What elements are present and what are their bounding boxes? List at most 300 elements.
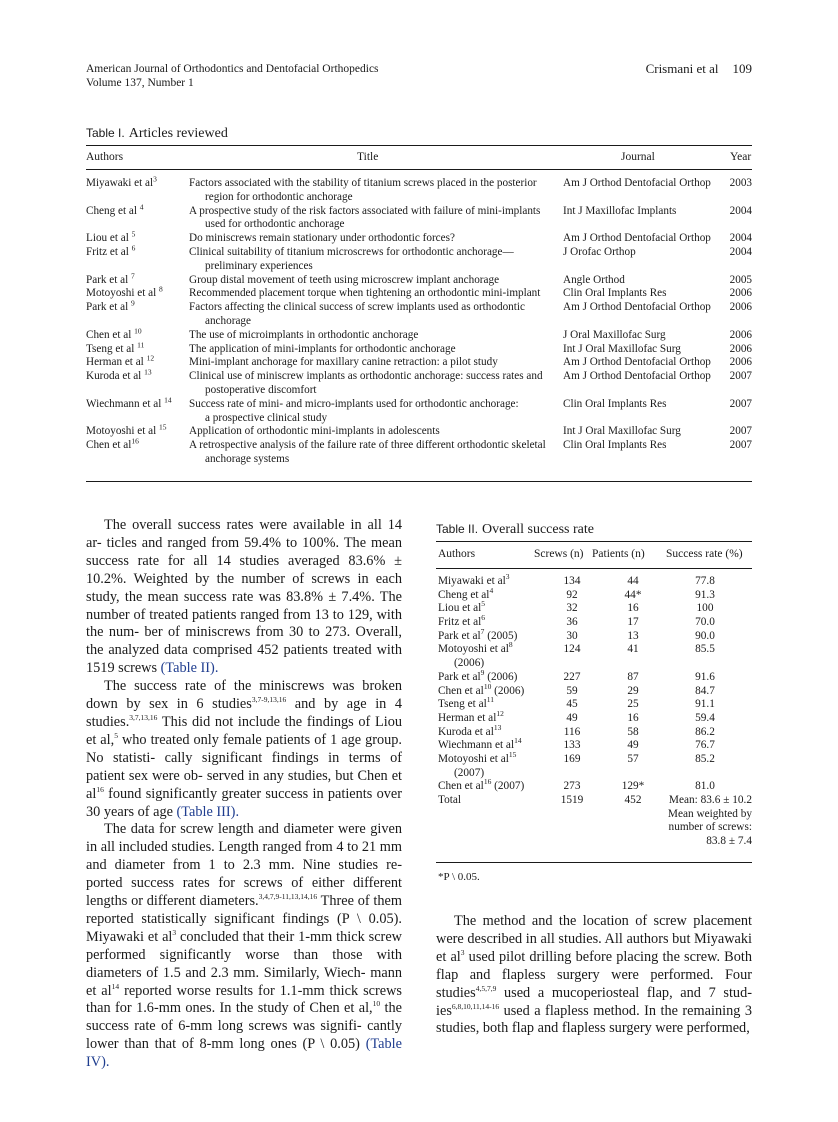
citation: 3: [460, 948, 465, 958]
text-span: in all included studies. Length ranged from 4 to 21: [86, 839, 377, 856]
table2-col-patients: Patients (n): [592, 548, 645, 560]
citation: 14: [111, 981, 120, 991]
patients-cell: 16: [627, 602, 639, 615]
citation: 13: [144, 367, 152, 377]
text-span: The success rate of the miniscrews was broken down: [86, 678, 402, 713]
journal-cell: J Oral Maxillofac Surg: [563, 328, 666, 341]
author-cell: [438, 736, 538, 753]
citation: 14: [164, 395, 172, 405]
citation: 9: [480, 668, 485, 678]
author-cell: [86, 339, 186, 357]
author-name: Wiechmann et al: [86, 397, 165, 410]
title-line: used for orthodontic anchorage: [205, 218, 345, 231]
success-cell: 84.7: [695, 684, 715, 697]
patients-cell: 17: [627, 616, 639, 629]
patients-cell: 29: [627, 684, 639, 697]
author-cell: [438, 722, 538, 740]
success-cell: 90.0: [695, 629, 715, 642]
table-row: [86, 298, 752, 329]
journal-cell: Clin Oral Implants Res: [563, 439, 667, 452]
author-name: Tseng et al: [438, 698, 487, 711]
author-cell: [86, 395, 186, 412]
screws-cell: 169: [563, 752, 581, 765]
author-name: Herman et al: [438, 711, 497, 724]
success-cell: 81.0: [695, 780, 715, 793]
table-row: [436, 640, 752, 670]
text-span: mm and diameter from 1 to 2.3 mm. Nine studies re-: [86, 839, 402, 874]
citation: 9: [131, 298, 135, 308]
title-cell: [189, 287, 551, 301]
text-span: concluded that their 1-mm: [176, 928, 333, 945]
table2-caption: [436, 522, 594, 538]
table1-header-rule: [86, 169, 752, 170]
citation: 7: [480, 626, 485, 636]
study-year: (2005): [484, 629, 518, 642]
title-line: preliminary experiences: [205, 259, 313, 272]
table-row: [86, 201, 752, 233]
running-author: Crismani et al: [645, 61, 719, 76]
author-cell: [86, 326, 186, 343]
table2-col-screws: Screws (n): [534, 548, 584, 560]
citation: 10: [483, 681, 492, 691]
text-span: reported worse results for 1.1-mm thick: [119, 982, 359, 999]
title-cell: [189, 329, 551, 343]
text-span: The data for screw length and diameter were given: [104, 821, 402, 838]
title-cell: [189, 274, 551, 288]
author-name: Cheng et al: [438, 588, 490, 601]
table1-col-title: Title: [357, 151, 379, 163]
patients-cell: 57: [627, 752, 639, 765]
journal-name: American Journal of Orthodontics and Dentofacial Orthopedics: [86, 63, 379, 75]
text-span: ticles and ranged from 59.4% to 100%. The mean: [106, 534, 403, 551]
author-cell: [86, 353, 186, 370]
patients-cell: 452: [624, 794, 642, 807]
table1-label: Table I.: [86, 126, 125, 140]
author-cell: [86, 436, 186, 453]
citation: 4: [139, 201, 144, 211]
screws-cell: 124: [563, 643, 581, 656]
text-span: were described in all studies. All authors but Miyawaki: [436, 930, 752, 947]
author-name: Park et al: [86, 301, 132, 314]
patients-cell: 13: [627, 629, 639, 642]
journal-cell: Angle Orthod: [563, 273, 625, 286]
table2-body: [436, 572, 752, 849]
text-span: screws than for 1.6-mm ones. In the study of Chen et: [86, 982, 402, 1017]
table1-body: [86, 174, 752, 467]
citation: 6,8,10,11,14-16: [451, 1001, 500, 1011]
citation: 10: [134, 326, 142, 336]
screws-cell: 134: [563, 575, 581, 587]
citation: 11: [137, 339, 145, 349]
screws-cell: 59: [566, 684, 578, 697]
citation: 6: [131, 243, 136, 253]
text-span: flap and flapless surgery were performed. Four: [436, 966, 752, 983]
table-row: [436, 709, 752, 726]
citation: 16: [131, 436, 139, 446]
author-name: Park et al: [86, 273, 132, 286]
journal-cell: Am J Orthod Dentofacial Orthop: [563, 301, 711, 314]
table-row: [436, 626, 752, 644]
text-span: studies: [436, 984, 476, 1001]
author-cell: [438, 709, 538, 726]
table1-col-journal: Journal: [621, 151, 655, 163]
text-span: (P \ 0.05). Miyawaki et al: [86, 910, 402, 945]
text-span: by sex in 6 studies: [126, 696, 252, 713]
year-cell: 2004: [729, 204, 752, 217]
success-cell: [636, 794, 752, 849]
journal-cell: Clin Oral Implants Res: [563, 397, 667, 410]
author-name: Motoyoshi et al: [438, 643, 509, 656]
text-span: found significantly: [103, 785, 218, 802]
author-cell: [438, 613, 538, 630]
table-row: [86, 243, 752, 274]
table-row: [436, 736, 752, 753]
table-row: [436, 572, 752, 589]
citation: 14: [514, 736, 522, 746]
table2-bottom-rule: [436, 862, 752, 863]
title-cell: [189, 398, 551, 426]
author-name: Chen et al: [86, 328, 135, 341]
table1-top-rule: [86, 145, 752, 146]
text-span: ber of miniscrews from 30 to 273. Overall, the analyzed: [86, 624, 402, 659]
total-row: [436, 794, 752, 849]
success-cell: 85.2: [695, 752, 715, 765]
total-line: Mean weighted by: [667, 807, 752, 820]
text-span: of treated patients ranged from 13 to 129, with the num-: [86, 606, 403, 641]
citation: 4,5,7,9: [475, 983, 497, 993]
total-line: 83.8 ± 7.4: [706, 835, 752, 848]
patients-cell: 16: [627, 711, 639, 724]
title-line: Factors affecting the clinical success of screw implants used as orthodontic: [189, 301, 525, 314]
author-name: Chen et al: [438, 684, 484, 697]
text-span: cantly lower than that of 8-mm long ones (P \ 0.05): [86, 1018, 402, 1053]
text-span: used a flapless method. In the remaining: [499, 1002, 741, 1019]
screws-cell: 133: [563, 739, 581, 752]
table-row: [86, 422, 752, 439]
citation: 10: [372, 999, 381, 1009]
journal-cell: J Orofac Orthop: [563, 245, 636, 258]
title-line: Do miniscrews remain stationary under orthodontic forces?: [189, 232, 455, 245]
citation: 12: [146, 353, 155, 363]
success-cell: 76.7: [695, 739, 715, 752]
study-year: (2006): [454, 657, 485, 670]
table1-col-year: Year: [730, 151, 752, 163]
year-cell: 2007: [729, 439, 752, 452]
title-cell: [189, 356, 551, 370]
table2-label: Table II.: [436, 522, 479, 536]
citation: 11: [486, 695, 495, 705]
text-span: the mean success rate was 83.8% ± 7.4%. The number: [86, 588, 403, 623]
title-cell: [189, 301, 551, 329]
year-cell: 2004: [729, 245, 752, 258]
text-span: cally significant findings in terms of patient sex were ob-: [86, 749, 402, 784]
screws-cell: 227: [563, 670, 581, 683]
text-span: success rate for all 14 studies averaged 83.6% ±: [86, 552, 402, 569]
table-row: [436, 695, 752, 712]
patients-cell: 49: [627, 739, 639, 752]
author-cell: [438, 599, 538, 616]
title-cell: [189, 232, 551, 246]
table-row: [436, 722, 752, 740]
text-span: et al: [436, 948, 461, 965]
total-line: number of screws:: [668, 821, 752, 834]
patients-cell: 44: [627, 575, 639, 587]
table2-title: Overall success rate: [482, 522, 594, 537]
table-row: [86, 229, 752, 246]
journal-cell: Am J Orthod Dentofacial Orthop: [563, 370, 711, 383]
author-cell: [438, 777, 538, 794]
citation: 15: [159, 422, 167, 432]
year-cell: 2006: [729, 342, 752, 355]
title-cell: [189, 205, 551, 233]
year-cell: 2006: [729, 356, 752, 369]
author-cell: [438, 626, 538, 644]
citation: 16: [96, 784, 104, 794]
success-cell: 85.5: [695, 643, 715, 656]
success-cell: 59.4: [695, 711, 715, 724]
screws-cell: 92: [566, 588, 578, 601]
author-cell: [86, 298, 186, 315]
screws-cell: 45: [566, 698, 578, 711]
author-name: Motoyoshi et al: [438, 752, 509, 765]
author-cell: [86, 201, 186, 219]
author-cell: [86, 284, 186, 301]
text-span: al,: [358, 1000, 373, 1017]
author-name: Kuroda et al: [86, 370, 145, 383]
table2-header-rule: [436, 568, 752, 569]
author-name: Park et al: [438, 670, 481, 683]
title-line: Application of orthodontic mini-implants in adolescents: [189, 425, 440, 438]
author-name: Miyawaki et al: [86, 177, 154, 189]
ref-table-iv[interactable]: (Table IV).: [86, 1036, 402, 1071]
year-cell: 2004: [729, 232, 752, 245]
text-span: mann et al: [86, 964, 402, 999]
table2-top-rule: [436, 541, 752, 542]
table-row: [86, 353, 752, 370]
text-span: used a mucoperiosteal flap, and 7 stud-: [496, 984, 752, 1001]
screws-cell: 36: [566, 616, 578, 629]
author-name: Wiechmann et al: [438, 739, 515, 752]
table-row: [86, 339, 752, 357]
screws-cell: 30: [566, 629, 578, 642]
screws-cell: 49: [566, 711, 578, 724]
author-cell: [86, 243, 186, 260]
citation: 16: [483, 777, 492, 787]
title-line: postoperative discomfort: [205, 383, 317, 396]
table1-caption: [86, 126, 228, 142]
screws-cell: 32: [566, 602, 578, 615]
text-span: ported success rates for screws of either different: [86, 875, 402, 892]
year-cell: 2006: [729, 287, 752, 300]
screws-cell: 1519: [560, 794, 584, 807]
patients-cell: 58: [627, 725, 639, 738]
author-name: Tseng et al: [86, 342, 138, 355]
title-line: Group distal movement of teeth using microscrew implant anchorage: [189, 273, 500, 286]
text-span: ies: [436, 1002, 452, 1019]
author-cell: [86, 229, 186, 246]
citation: 8: [508, 640, 513, 650]
success-cell: 77.8: [695, 575, 715, 587]
author-name: Motoyoshi et al: [86, 287, 160, 300]
study-year: (2007): [491, 780, 525, 793]
ref-table-iii[interactable]: (Table III).: [176, 803, 240, 820]
title-cell: [189, 177, 551, 205]
author-cell: [438, 585, 538, 603]
patients-cell: 25: [627, 698, 639, 711]
text-span: Three of: [317, 893, 370, 910]
author-cell: [438, 750, 538, 780]
patients-cell: 129*: [621, 780, 645, 793]
table-row: [86, 284, 752, 301]
success-cell: 86.2: [695, 725, 715, 738]
title-line: Clinical suitability of titanium microscrews for orthodontic anchorage—: [189, 245, 514, 258]
author-name: Chen et al: [86, 439, 132, 452]
year-cell: 2005: [729, 273, 752, 286]
patients-cell: 41: [627, 643, 639, 656]
year-cell: 2003: [729, 177, 752, 189]
author-name: Herman et al: [86, 356, 147, 369]
journal-cell: Am J Orthod Dentofacial Orthop: [563, 356, 711, 369]
total-label: Total: [438, 794, 462, 807]
text-span: This did not include the findings of Liou et al,: [86, 713, 402, 748]
title-cell: [189, 246, 551, 274]
table2-col-authors: Authors: [438, 548, 476, 560]
text-span: and by age in 4 studies.: [86, 696, 403, 730]
table-row: [86, 395, 752, 426]
author-name: Fritz et al: [438, 616, 482, 629]
screws-cell: 116: [563, 725, 581, 738]
citation: 3: [172, 928, 177, 938]
paragraph-screw-placement: [436, 913, 752, 1038]
paragraph-length-diameter: [86, 821, 402, 1072]
citation: 13: [493, 722, 502, 732]
title-cell: [189, 425, 551, 439]
table1-title: Articles reviewed: [128, 126, 228, 141]
text-span: 10.2%. Weighted by the number of screws in each study,: [86, 570, 402, 605]
title-line: anchorage systems: [205, 452, 290, 465]
author-name: Liou et al: [438, 602, 482, 615]
table-row: [86, 367, 752, 398]
title-line: A retrospective analysis of the failure rate of three different orthodontic skeletal: [189, 439, 546, 452]
journal-cell: Int J Maxillofac Implants: [563, 204, 677, 217]
journal-cell: Am J Orthod Dentofacial Orthop: [563, 177, 711, 189]
text-span: The overall success rates were available in all 14 ar-: [86, 517, 402, 551]
author-name: Cheng et al: [86, 204, 140, 217]
text-span: data comprised 452 patients treated with 1519 screws: [86, 642, 402, 677]
title-cell: [189, 439, 551, 467]
citation: 3,4,7,9-11,13,14,16: [258, 892, 318, 902]
citation: 12: [496, 709, 504, 719]
title-line: Recommended placement torque when tightening an orthodontic mini-implant: [189, 287, 541, 300]
citation: 7: [131, 270, 135, 280]
table-row: [436, 750, 752, 780]
title-line: a prospective clinical study: [205, 411, 328, 424]
table-row: [86, 270, 752, 288]
title-cell: [189, 343, 551, 357]
author-cell: [86, 270, 186, 288]
page-number: 109: [732, 61, 752, 76]
citation: 6: [481, 613, 486, 623]
running-header-journal: [86, 62, 379, 90]
author-cell: [438, 695, 538, 712]
text-span: served in any studies, but Chen et al: [86, 767, 403, 802]
title-line: Mini-implant anchorage for maxillary canine retraction: a pilot study: [189, 356, 498, 369]
text-span: with diameters of 1.5 and 2.3 mm. Similarly, Wiech-: [86, 946, 402, 981]
year-cell: 2006: [729, 301, 752, 314]
author-name: Chen et al: [438, 780, 484, 793]
text-span: used pilot drilling before placing the screw. Both: [464, 948, 752, 965]
title-line: region for orthodontic anchorage: [205, 190, 353, 203]
journal-cell: Am J Orthod Dentofacial Orthop: [563, 232, 711, 245]
text-span: The method and the location of screw placement: [454, 913, 752, 929]
text-span: who: [117, 731, 147, 748]
success-cell: 70.0: [695, 616, 715, 629]
citation: 5: [481, 599, 486, 609]
study-year: (2007): [454, 766, 485, 779]
author-cell: [438, 640, 538, 670]
journal-cell: Int J Oral Maxillofac Surg: [563, 342, 681, 355]
author-name: Miyawaki et al: [438, 575, 506, 587]
title-line: Clinical use of miniscrew implants as orthodontic anchorage: success rates and: [189, 370, 543, 383]
author-cell: [438, 572, 538, 589]
text-span: them reported statistically significant findings: [86, 893, 403, 927]
success-cell: 100: [696, 602, 714, 615]
author-name: Liou et al: [86, 232, 132, 245]
citation: 8: [159, 284, 163, 294]
year-cell: 2007: [729, 370, 752, 383]
table2-col-success: Success rate (%): [666, 548, 743, 560]
paragraph-success-rates: [86, 517, 402, 678]
title-line: Factors associated with the stability of titanium screws placed in the posterior: [189, 177, 537, 189]
body-column-right: [436, 913, 752, 1038]
text-span: the success rate of 6-mm long screws was signifi-: [86, 1000, 402, 1035]
table1-col-authors: Authors: [86, 151, 124, 163]
table-row: [436, 681, 752, 699]
study-year: (2006): [484, 670, 518, 683]
citation: 3,7,13,16: [129, 713, 158, 723]
body-column-left: [86, 517, 402, 1072]
text-span: lengths or different diameters.: [86, 893, 259, 910]
journal-cell: Clin Oral Implants Res: [563, 287, 667, 300]
citation: 5: [131, 229, 136, 239]
citation: 3: [153, 174, 157, 184]
title-line: Success rate of mini- and micro-implants used for orthodontic anchorage:: [189, 397, 519, 410]
table2-footnote: *P \ 0.05.: [438, 871, 480, 883]
journal-cell: Int J Oral Maxillofac Surg: [563, 425, 681, 438]
ref-table-ii[interactable]: (Table II).: [160, 660, 219, 677]
table-row: [436, 777, 752, 794]
title-cell: [189, 370, 551, 398]
year-cell: 2007: [729, 397, 752, 410]
success-cell: 91.1: [695, 698, 715, 711]
text-span: treated only female patients of 1 age group. No statisti-: [86, 731, 403, 766]
success-cell: 91.3: [695, 588, 715, 601]
citation: 3: [505, 572, 510, 582]
table-row: [86, 326, 752, 343]
success-cell: 91.6: [695, 670, 715, 683]
table-row: [86, 436, 752, 467]
text-span: 3 studies, both flap and flapless surgery were performed,: [436, 1002, 752, 1037]
author-name: Fritz et al: [86, 245, 132, 258]
year-cell: 2006: [729, 328, 752, 341]
total-line: Mean: 83.6 ± 10.2: [668, 794, 752, 807]
text-span: greater success in patients over 30 years of age: [86, 785, 402, 820]
citation: 4: [489, 585, 494, 595]
citation: 5: [114, 731, 118, 741]
author-name: Park et al: [438, 629, 481, 642]
paragraph-sex-age: [86, 678, 402, 821]
patients-cell: 87: [627, 670, 639, 683]
